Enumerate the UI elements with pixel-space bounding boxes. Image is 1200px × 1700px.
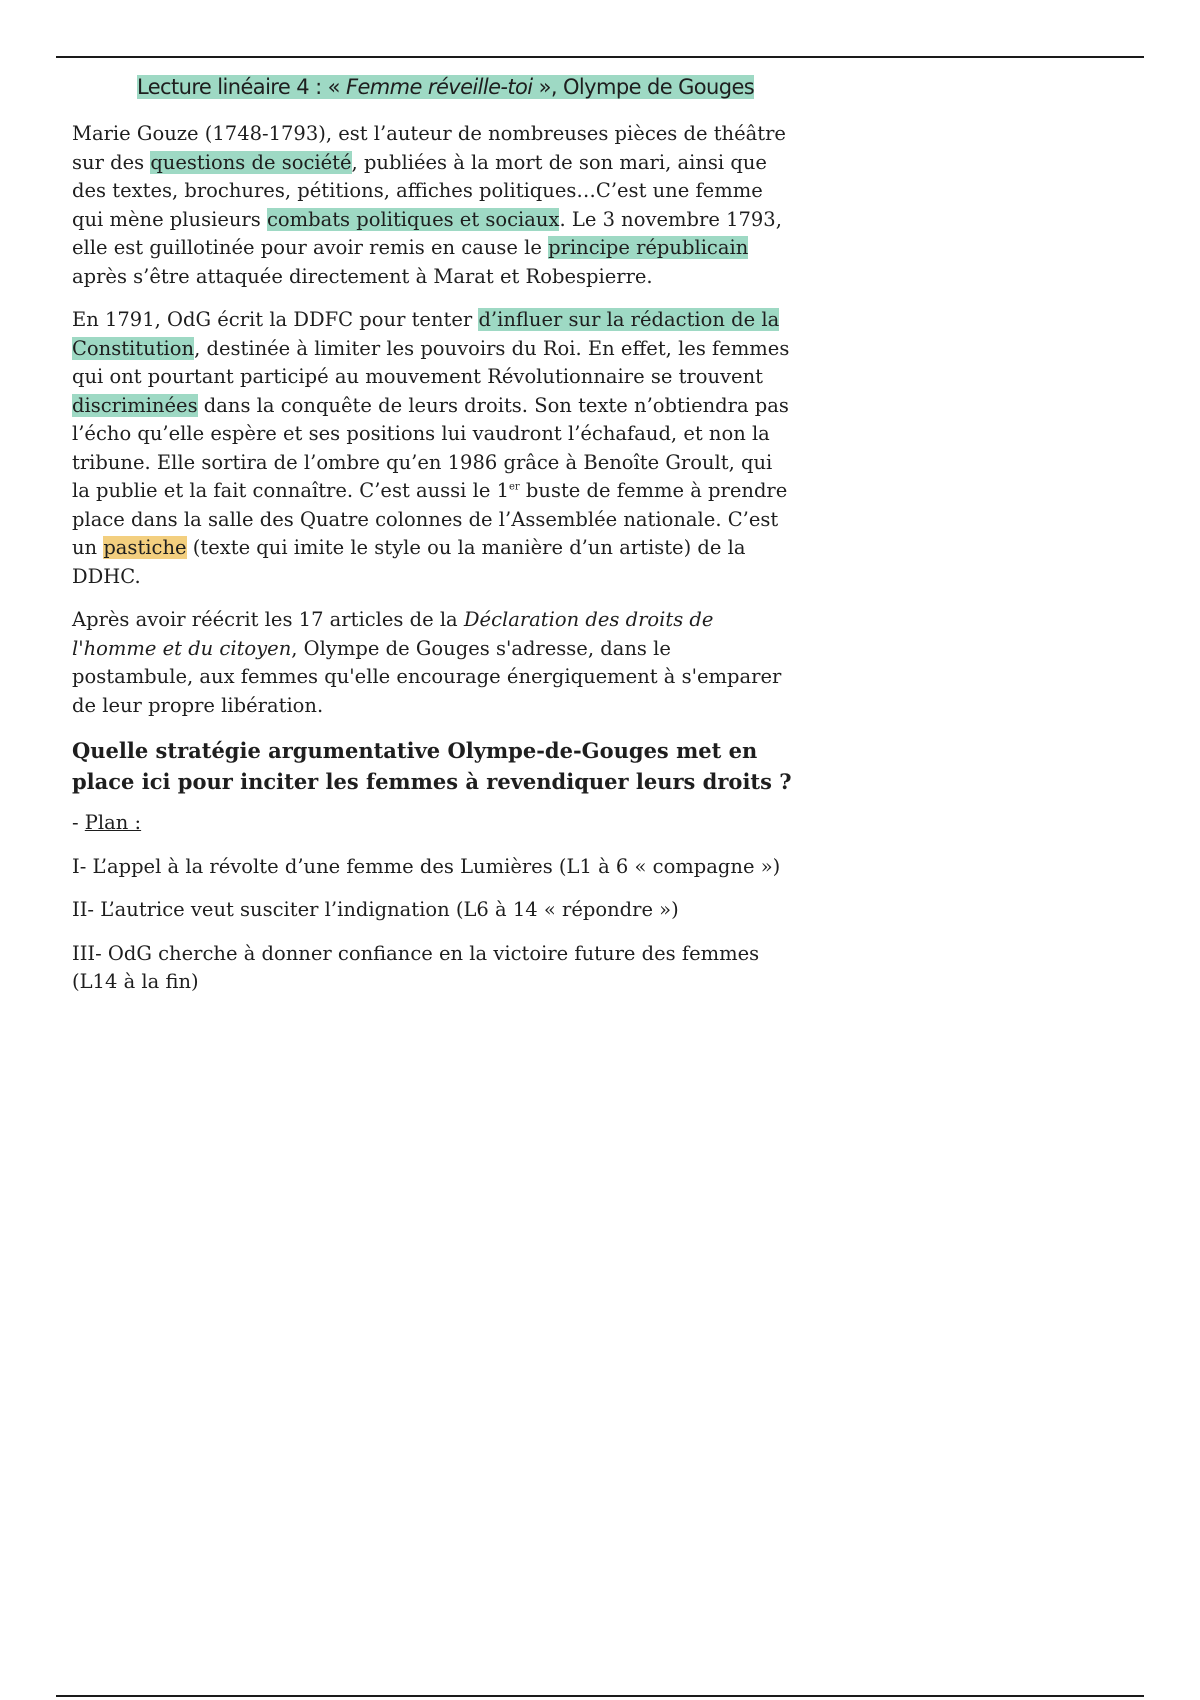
plan-dash: - [72, 811, 85, 834]
plan-label: Plan : [84, 811, 142, 834]
highlight-influer: d’influer sur la rédaction de la Constitution [72, 308, 780, 360]
highlight-discriminees: discriminées [72, 393, 198, 417]
text-span: . Le 3 novembre 1793, elle est guillotinée pour avoir remis en cause le [72, 207, 782, 259]
text-span: , Olympe de Gouges s'adresse, dans le postambule, aux femmes qu'elle encourage énergiquement à s'emparer de leur propre libération. [72, 636, 782, 717]
text-span: (texte qui imite le style ou la manière d’un artiste) de la DDHC. [72, 536, 746, 588]
document-title [137, 70, 792, 104]
text-span: Après avoir réécrit les 17 articles de la [72, 608, 464, 631]
plan-part-1: I- L’appel à la révolte d’une femme des Lumières (L1 à 6 « compagne ») [72, 854, 781, 878]
document-body [72, 70, 792, 1012]
highlight-combats: combats politiques et sociaux [266, 207, 560, 231]
problematique: Quelle stratégie argumentative Olympe-de-Gouges met en place ici pour inciter les femmes à revendiquer leurs droits ? [72, 738, 792, 794]
text-span: , publiées à la mort de son mari, ainsi que des textes, brochures, pétitions, affiches politiques…C’est une femme qui mène plusieurs [72, 150, 767, 231]
superscript: er [509, 481, 520, 493]
highlight-principe-republicain: principe républicain [548, 236, 749, 259]
paragraph-intro [72, 606, 792, 720]
top-rule [56, 56, 1144, 58]
text-span: Marie Gouze (1748-1793), est l’auteur de nombreuses pièces de théâtre sur des [72, 122, 786, 174]
italic-title: Déclaration des droits de l'homme et du citoyen [72, 608, 714, 660]
bottom-rule [56, 1695, 1144, 1697]
highlight-pastiche: pastiche [103, 536, 187, 559]
text-span: , destinée à limiter les pouvoirs du Roi. En effet, les femmes qui ont pourtant participé au mouvement Révolutionnaire se trouvent [72, 336, 790, 388]
title-suffix: », Olympe de Gouges [532, 75, 755, 99]
text-span: dans la conquête de leurs droits. Son texte n’obtiendra pas l’écho qu’elle espère et ses positions lui vaudront l’échafaud, et non la tribune. Elle sortira de l’ombre qu’en 1986 grâce à Benoîte Groult, qui la publie et la fait connaître. C’est aussi le 1 [72, 393, 789, 502]
text-span: buste de femme à prendre place dans la salle des Quatre colonnes de l’Assemblée nationale. C’est un [72, 479, 788, 559]
title-work: Femme réveille-toi [346, 75, 533, 99]
text-span: En 1791, OdG écrit la DDFC pour tenter [72, 308, 479, 331]
highlight-questions-societe: questions de société [150, 150, 352, 174]
title-prefix: Lecture linéaire 4 : « [137, 75, 346, 99]
title-highlight [137, 75, 754, 99]
text-span: après s’être attaquée directement à Marat et Robespierre. [72, 264, 653, 288]
plan-part-2: II- L’autrice veut susciter l’indignation (L6 à 14 « répondre ») [72, 898, 679, 921]
plan-heading [72, 809, 792, 838]
paragraph-biography [72, 120, 792, 291]
plan-part-3: III- OdG cherche à donner confiance en la victoire future des femmes (L14 à la fin) [72, 941, 760, 993]
paragraph-context [72, 306, 792, 591]
